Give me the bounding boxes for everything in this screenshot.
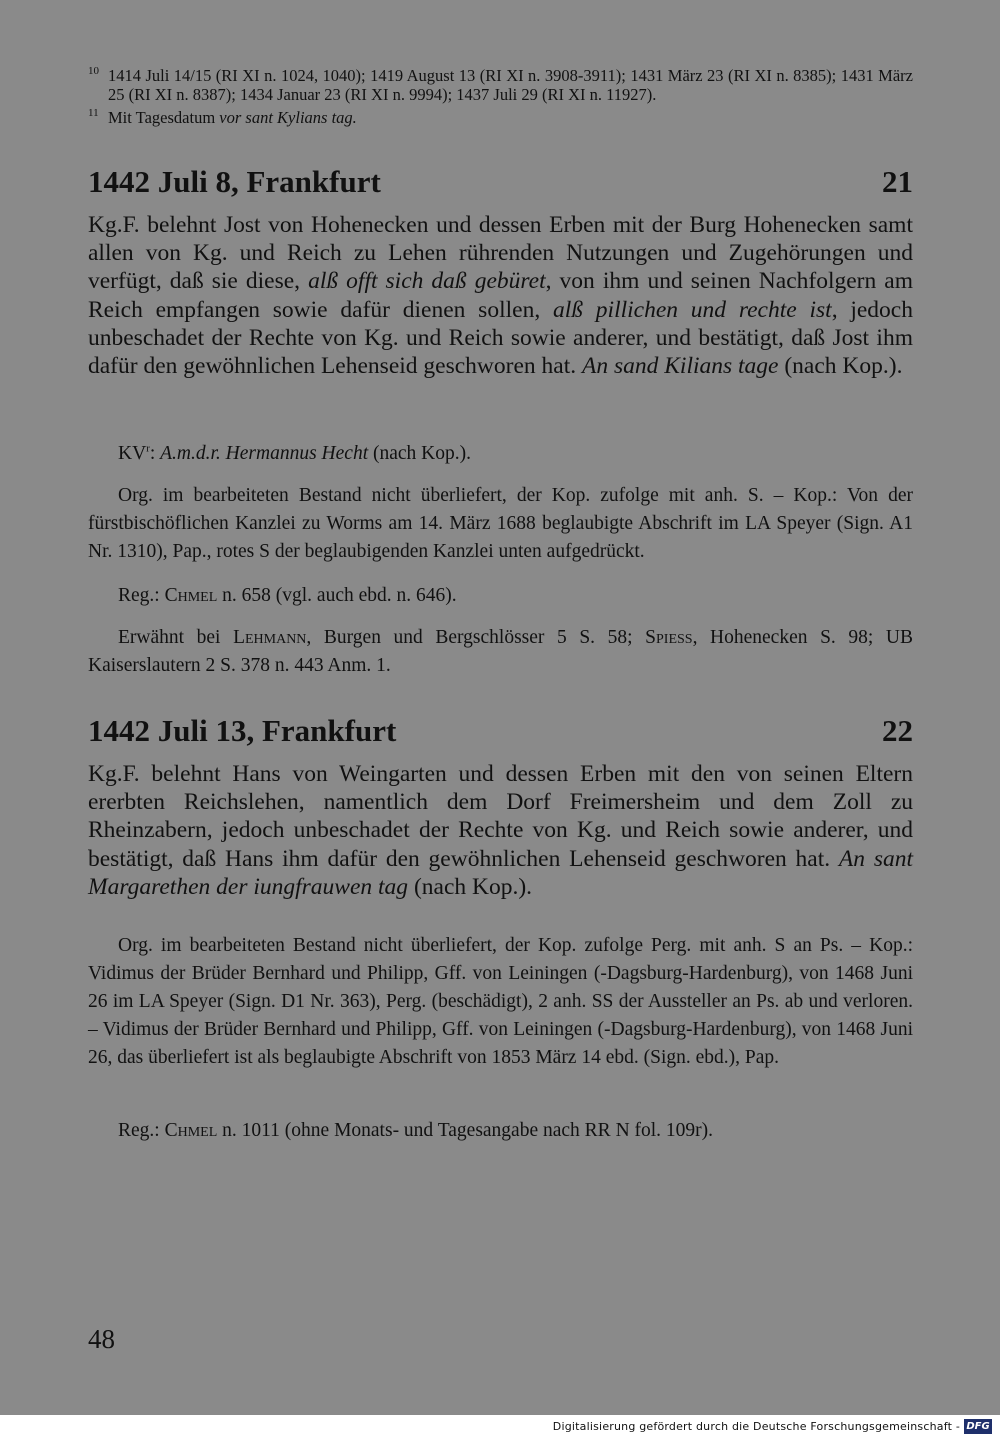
footnote-mark: 10 xyxy=(88,65,99,77)
entry-22-ueberlieferung: Org. im bearbeiteten Bestand nicht überliefert, der Kop. zufolge Perg. mit anh. S an Ps. – Kop.: Vidimus der Brüder Bernhard und Philipp, Gff. von Leiningen (-Dagsburg-Hardenburg), von 1468 Juni 26 im LA Speyer (Sign. D1 Nr. 363), Perg. (beschädigt), 2 anh. SS der Aussteller an Ps. ab und verloren. – Vidimus der Brüder Bernhard und Philipp, Gff. von Leiningen (-Dagsburg-Hardenburg), von 1468 Juni 26, das überliefert ist als beglaubigte Abschrift von 1853 März 14 ebd. (Sign. ebd.), Pap. xyxy=(88,935,913,1068)
entry-21-kanzleivermerk: $KV^r$: A.m.d.r. Hermannus Hecht (nach Kop.). xyxy=(118,442,472,464)
entry-21-heading xyxy=(88,164,913,200)
footnote-11 xyxy=(88,108,913,127)
footnote-text: 1414 Juli 14/15 (RI XI n. 1024, 1040); 1419 August 13 (RI XI n. 3908-3911); 1431 März 23 (RI XI n. 8385); 1431 März 25 (RI XI n. 8387); 1434 Januar 23 (RI XI n. 9994); 1437 Juli 29 (RI XI n. 11927). xyxy=(108,66,913,104)
footnote-italic: vor sant Kylians tag. xyxy=(219,108,357,127)
entry-22-heading xyxy=(88,713,913,749)
entry-21-ueberlieferung: Org. im bearbeiteten Bestand nicht überliefert, der Kop. zufolge mit anh. S. – Kop.: Von der fürstbischöflichen Kanzlei zu Worms am 14. März 1688 beglaubigte Abschrift im LA Speyer (Sign. A1 Nr. 1310), Pap., rotes S der beglaubigenden Kanzlei unten aufgedrückt. xyxy=(88,485,913,562)
entry-date-place: 1442 Juli 8, Frankfurt xyxy=(88,164,381,199)
footnote-text: Mit Tagesdatum xyxy=(108,108,220,127)
page-number: 48 xyxy=(88,1324,115,1354)
entry-21-regest: Reg.: Chmel n. 658 (vgl. auch ebd. n. 646). xyxy=(118,585,457,606)
digitization-footer xyxy=(0,1415,1000,1439)
entry-21-erwaehnt: Erwähnt bei Lehmann, Burgen und Bergschlösser 5 S. 58; Spieß, Hohenecken S. 98; UB Kaiserslautern 2 S. 378 n. 443 Anm. 1. xyxy=(88,627,913,676)
footnote-10 xyxy=(88,66,913,104)
entry-date-place: 1442 Juli 13, Frankfurt xyxy=(88,713,397,748)
dfg-logo: DFG xyxy=(964,1419,992,1434)
entry-22-summary: Kg.F. belehnt Hans von Weingarten und dessen Erben mit den von seinen Eltern ererbten Reichslehen, namentlich dem Dorf Freimersheim und dem Zoll zu Rheinzabern, jedoch unbeschadet der Rechte von Kg. und Reich sowie anderer, und bestätigt, daß Hans ihm dafür den gewöhnlichen Lehenseid geschworen hat. An sant Margarethen der iungfrauwen tag (nach Kop.). xyxy=(88,761,913,900)
entry-22-regest: Reg.: Chmel n. 1011 (ohne Monats- und Tagesangabe nach RR N fol. 109r). xyxy=(118,1120,714,1141)
funding-note: Digitalisierung gefördert durch die Deutsche Forschungsgemeinschaft - xyxy=(552,1420,960,1433)
entry-number: 21 xyxy=(882,164,913,199)
footnote-mark: 11 xyxy=(88,107,99,119)
entry-21-summary: Kg.F. belehnt Jost von Hohenecken und dessen Erben mit der Burg Hohenecken samt allen von Kg. und Reich zu Lehen rührenden Nutzungen und Zugehörungen und verfügt, daß sie diese, alß offt sich daß gebüret, von ihm und seinen Nachfolgern am Reich empfangen sowie dafür dienen sollen, alß pillichen und rechte ist, jedoch unbeschadet der Rechte von Kg. und Reich sowie anderer, und bestätigt, daß Jost ihm dafür den gewöhnlichen Lehenseid geschworen hat. An sand Kilians tage (nach Kop.). xyxy=(88,212,913,380)
entry-number: 22 xyxy=(882,713,913,748)
